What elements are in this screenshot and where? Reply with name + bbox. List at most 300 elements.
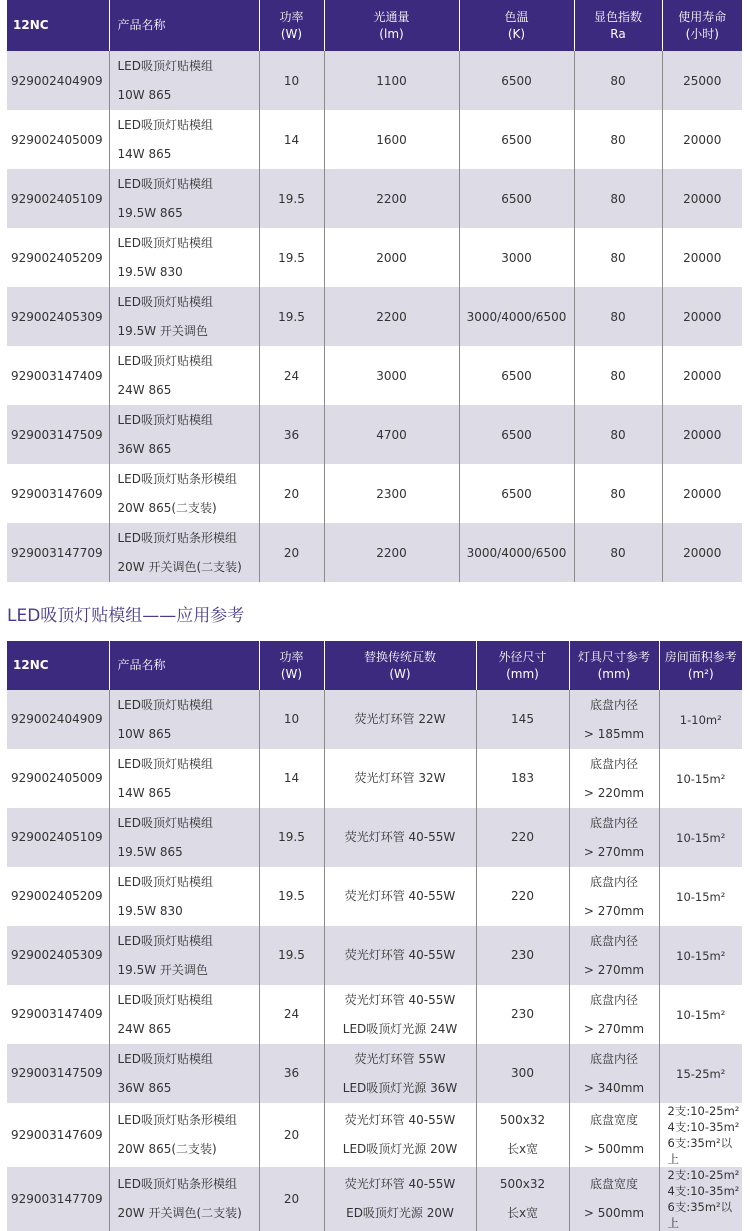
cell-text: 929003147509	[11, 1066, 103, 1080]
table-cell	[109, 346, 259, 405]
cell-text: 300	[511, 1066, 534, 1080]
cell-text: > 220mm	[583, 785, 645, 800]
table-cell	[109, 867, 259, 926]
cell-text: 底盘内径	[589, 1051, 638, 1066]
cell-text: LED吸顶灯贴模组	[117, 412, 214, 427]
header-label: 12NC	[13, 658, 49, 672]
table-cell	[324, 926, 476, 985]
cell-text: 荧光灯环管 40-55W	[344, 1177, 456, 1191]
header-label: 功率	[279, 9, 304, 24]
table-cell	[569, 690, 659, 749]
cell-text: 底盘内径	[589, 933, 638, 948]
cell-text: 500x32	[499, 1177, 546, 1191]
table-cell	[324, 346, 459, 405]
cell-text: > 340mm	[583, 1080, 645, 1095]
cell-text: 10W 865	[117, 87, 172, 102]
cell-text: 20	[283, 1127, 300, 1142]
table-row	[7, 228, 742, 287]
cell-text: 1100	[376, 73, 407, 88]
table-cell	[259, 690, 324, 749]
table-cell	[109, 523, 259, 582]
cell-text: 929002405309	[11, 309, 103, 324]
cell-text: 19.5W 830	[117, 903, 183, 918]
header-cell	[109, 641, 259, 690]
header-unit: (W)	[280, 26, 303, 41]
cell-text: > 270mm	[583, 903, 645, 918]
table-cell	[459, 346, 574, 405]
table-cell	[259, 867, 324, 926]
table-cell	[259, 287, 324, 346]
table-cell	[109, 110, 259, 169]
table-cell	[7, 808, 109, 867]
cell-text: LED吸顶灯贴模组	[117, 58, 214, 73]
table-cell	[662, 169, 742, 228]
table-row	[7, 464, 742, 523]
cell-text: 长x宽	[506, 1206, 539, 1220]
header-unit: (K)	[507, 26, 526, 41]
header-cell	[259, 641, 324, 690]
cell-text: 24	[283, 1007, 300, 1021]
table-cell	[259, 1103, 324, 1167]
cell-text: LED吸顶灯贴模组	[117, 815, 214, 830]
header-unit: (mm)	[597, 666, 631, 681]
table-row	[7, 808, 742, 867]
table-cell	[659, 1044, 742, 1103]
table-cell	[476, 867, 569, 926]
cell-text: 20000	[683, 427, 722, 442]
cell-text: 4支:10-35m²	[667, 1120, 740, 1134]
table-cell	[109, 1167, 259, 1231]
table-cell	[659, 749, 742, 808]
cell-text: LED吸顶灯贴模组	[117, 697, 214, 712]
header-cell	[574, 0, 662, 51]
table-cell	[7, 287, 109, 346]
cell-text: 20	[283, 545, 300, 560]
table-cell	[459, 169, 574, 228]
header-label: 产品名称	[117, 658, 166, 672]
table-cell	[259, 808, 324, 867]
header-unit: (lm)	[379, 26, 404, 41]
cell-text: 80	[610, 250, 626, 265]
table-cell	[574, 51, 662, 110]
table-cell	[7, 464, 109, 523]
cell-text: 20000	[683, 132, 722, 147]
cell-text: 20	[283, 1191, 300, 1206]
table-cell	[109, 749, 259, 808]
table-cell	[259, 985, 324, 1044]
cell-text: LED吸顶灯贴模组	[117, 756, 214, 771]
table-cell	[569, 1167, 659, 1231]
cell-text: 80	[610, 427, 626, 442]
table-cell	[659, 867, 742, 926]
table-row	[7, 1167, 742, 1231]
table-cell	[259, 926, 324, 985]
table-row	[7, 749, 742, 808]
cell-text: 底盘宽度	[589, 1177, 638, 1191]
cell-text: LED吸顶灯贴模组	[117, 874, 214, 889]
cell-text: 929003147709	[11, 1191, 103, 1206]
cell-text: 80	[610, 545, 626, 560]
table-cell	[659, 808, 742, 867]
table-cell	[662, 405, 742, 464]
cell-text: 10-15m²	[676, 948, 726, 963]
cell-text: 24W 865	[117, 382, 172, 397]
cell-text: 80	[610, 486, 626, 501]
table-row	[7, 405, 742, 464]
cell-text: 929002405209	[11, 889, 103, 903]
table-cell	[324, 1103, 476, 1167]
cell-text: 929003147409	[11, 368, 103, 383]
table-cell	[659, 690, 742, 749]
table-cell	[324, 1044, 476, 1103]
cell-text: 19.5W 开关调色	[117, 962, 208, 977]
table-cell	[109, 1044, 259, 1103]
table-cell	[574, 523, 662, 582]
cell-text: 20000	[683, 545, 722, 560]
table-cell	[324, 169, 459, 228]
cell-text: 10-15m²	[676, 830, 726, 845]
table-cell	[662, 51, 742, 110]
header-label: 色温	[504, 9, 529, 24]
table-cell	[662, 287, 742, 346]
table-cell	[324, 1167, 476, 1231]
cell-text: 3000/4000/6500	[466, 309, 567, 324]
cell-text: > 270mm	[583, 1021, 645, 1036]
header-unit: (mm)	[506, 666, 539, 681]
header-cell	[109, 0, 259, 51]
cell-text: 929002405009	[11, 132, 103, 147]
cell-text: 15-25m²	[676, 1066, 726, 1081]
table-row	[7, 985, 742, 1044]
table-cell	[476, 1167, 569, 1231]
cell-text: 929002405009	[11, 771, 103, 785]
cell-text: LED吸顶灯贴条形模组	[117, 471, 238, 486]
header-cell	[324, 641, 476, 690]
table-cell	[7, 1103, 109, 1167]
cell-text: 230	[511, 1007, 534, 1021]
table-cell	[476, 1103, 569, 1167]
table-cell	[7, 110, 109, 169]
cell-text: LED吸顶灯贴模组	[117, 933, 214, 948]
table-cell	[459, 523, 574, 582]
cell-text: 1-10m²	[679, 712, 722, 727]
cell-text: 929003147709	[11, 545, 103, 560]
cell-text: 2200	[376, 545, 407, 560]
cell-text: 10-15m²	[676, 1007, 726, 1022]
cell-text: 19.5W 865	[117, 844, 183, 859]
header-cell	[569, 641, 659, 690]
table-row	[7, 51, 742, 110]
header-cell	[324, 0, 459, 51]
cell-text: 24W 865	[117, 1021, 172, 1036]
cell-text: 80	[610, 368, 626, 383]
table-cell	[324, 405, 459, 464]
table-cell	[476, 985, 569, 1044]
cell-text: 36W 865	[117, 1080, 172, 1095]
cell-text: 19.5	[278, 889, 305, 903]
cell-text: 荧光灯环管 40-55W	[344, 992, 456, 1007]
table-cell	[7, 926, 109, 985]
table-cell	[662, 110, 742, 169]
table-cell	[109, 169, 259, 228]
table-cell	[476, 690, 569, 749]
cell-text: LED吸顶灯贴模组	[117, 353, 214, 368]
table-cell	[459, 464, 574, 523]
table-cell	[574, 464, 662, 523]
header-label: 显色指数	[593, 9, 642, 24]
table-cell	[574, 346, 662, 405]
cell-text: 19.5	[278, 309, 305, 324]
table-cell	[109, 690, 259, 749]
header-unit: (W)	[280, 666, 303, 681]
cell-text: LED吸顶灯贴模组	[117, 176, 214, 191]
cell-text: 14	[283, 771, 300, 785]
table-cell	[459, 110, 574, 169]
header-label: 功率	[279, 649, 304, 664]
cell-text: > 270mm	[583, 962, 645, 977]
cell-text: 19.5	[278, 948, 305, 962]
cell-text: 2000	[376, 250, 407, 265]
cell-text: 底盘内径	[589, 815, 638, 830]
spec-table	[7, 0, 742, 582]
cell-text: 19.5	[278, 830, 305, 844]
cell-text: 80	[610, 309, 626, 324]
cell-text: 2200	[376, 191, 407, 206]
table-cell	[7, 405, 109, 464]
table-cell	[109, 985, 259, 1044]
cell-text: 80	[610, 132, 626, 147]
table-cell	[7, 985, 109, 1044]
table-row	[7, 1044, 742, 1103]
table-cell	[7, 51, 109, 110]
cell-text: 10-15m²	[676, 771, 726, 786]
table-cell	[324, 228, 459, 287]
cell-text: 3000	[501, 250, 532, 265]
cell-text: 6500	[501, 73, 532, 88]
cell-text: 底盘内径	[589, 697, 638, 712]
cell-text: 荧光灯环管 32W	[354, 771, 446, 785]
cell-text: 25000	[683, 73, 722, 88]
cell-text: 929002405309	[11, 948, 103, 962]
cell-text: > 270mm	[583, 844, 645, 859]
spec-table-header	[7, 0, 742, 51]
cell-text: 20000	[683, 309, 722, 324]
table-cell	[259, 346, 324, 405]
cell-text: 6500	[501, 191, 532, 206]
cell-text: 36	[283, 427, 300, 442]
table-cell	[324, 464, 459, 523]
table-cell	[574, 169, 662, 228]
application-table-header	[7, 641, 742, 690]
cell-text: LED吸顶灯贴条形模组	[117, 1177, 238, 1191]
table-cell	[259, 523, 324, 582]
table-cell	[662, 346, 742, 405]
cell-text: LED吸顶灯贴模组	[117, 117, 214, 132]
cell-text: 6500	[501, 132, 532, 147]
cell-text: 荧光灯环管 40-55W	[344, 948, 456, 962]
table-cell	[109, 808, 259, 867]
table-cell	[259, 405, 324, 464]
table-cell	[259, 464, 324, 523]
cell-text: 19.5W 开关调色	[117, 323, 208, 338]
table-cell	[459, 287, 574, 346]
cell-text: 929003147609	[11, 1127, 103, 1142]
cell-text: 20W 开关调色(二支装)	[117, 1206, 242, 1220]
cell-text: 230	[511, 948, 534, 962]
cell-text: 10W 865	[117, 726, 172, 741]
cell-text: 10-15m²	[676, 889, 726, 904]
cell-text: 929003147409	[11, 1007, 103, 1021]
cell-text: 183	[511, 771, 534, 785]
table-cell	[659, 1103, 742, 1167]
cell-text: 20000	[683, 191, 722, 206]
table-cell	[476, 1044, 569, 1103]
cell-text: 3000	[376, 368, 407, 383]
cell-text: 929002405109	[11, 830, 103, 844]
cell-text: 19.5	[278, 191, 305, 206]
header-cell	[476, 641, 569, 690]
table-cell	[109, 287, 259, 346]
header-cell	[459, 0, 574, 51]
table-cell	[7, 867, 109, 926]
cell-text: 220	[511, 889, 534, 903]
table-cell	[324, 110, 459, 169]
header-label: 灯具尺寸参考	[577, 649, 650, 664]
cell-text: 6支:35m²以上	[667, 1200, 733, 1230]
header-unit: (小时)	[685, 26, 719, 41]
table-cell	[459, 405, 574, 464]
table-cell	[574, 110, 662, 169]
header-unit: (m²)	[687, 666, 714, 681]
cell-text: 80	[610, 73, 626, 88]
cell-text: 6500	[501, 486, 532, 501]
cell-text: 929002404909	[11, 712, 103, 726]
table-cell	[324, 690, 476, 749]
table-cell	[7, 690, 109, 749]
table-cell	[7, 346, 109, 405]
cell-text: 底盘内径	[589, 874, 638, 889]
cell-text: 底盘内径	[589, 756, 638, 771]
table-cell	[569, 926, 659, 985]
header-unit: (W)	[389, 666, 411, 681]
cell-text: > 500mm	[583, 1206, 645, 1220]
cell-text: 3000/4000/6500	[466, 545, 567, 560]
table-cell	[259, 228, 324, 287]
table-cell	[574, 228, 662, 287]
table-cell	[662, 464, 742, 523]
table-cell	[7, 169, 109, 228]
header-label: 替换传统瓦数	[363, 649, 436, 664]
table-cell	[459, 51, 574, 110]
table-cell	[476, 749, 569, 808]
table-cell	[7, 1167, 109, 1231]
table-row	[7, 690, 742, 749]
cell-text: 20W 865(二支装)	[117, 1142, 217, 1156]
table-cell	[109, 51, 259, 110]
cell-text: 20W 865(二支装)	[117, 500, 217, 515]
cell-text: 荧光灯环管 55W	[354, 1051, 446, 1066]
cell-text: 20W 开关调色(二支装)	[117, 559, 242, 574]
cell-text: 6500	[501, 427, 532, 442]
header-cell	[662, 0, 742, 51]
header-cell	[659, 641, 742, 690]
table-cell	[569, 808, 659, 867]
cell-text: > 500mm	[583, 1142, 645, 1156]
table-cell	[324, 985, 476, 1044]
table-cell	[569, 1044, 659, 1103]
table-cell	[109, 405, 259, 464]
cell-text: 长x宽	[506, 1142, 539, 1156]
table-cell	[569, 867, 659, 926]
header-label: 产品名称	[117, 18, 166, 32]
table-cell	[7, 228, 109, 287]
table-cell	[659, 926, 742, 985]
cell-text: 20000	[683, 368, 722, 383]
cell-text: 19.5W 830	[117, 264, 183, 279]
table-cell	[324, 51, 459, 110]
table-cell	[659, 985, 742, 1044]
cell-text: LED吸顶灯光源 36W	[342, 1080, 458, 1095]
cell-text: LED吸顶灯贴模组	[117, 294, 214, 309]
cell-text: 10	[283, 712, 300, 726]
table-cell	[324, 523, 459, 582]
header-label: 光通量	[373, 9, 410, 24]
cell-text: LED吸顶灯贴模组	[117, 992, 214, 1007]
table-cell	[259, 169, 324, 228]
table-cell	[569, 985, 659, 1044]
cell-text: 24	[283, 368, 300, 383]
header-cell	[259, 0, 324, 51]
cell-text: 2200	[376, 309, 407, 324]
cell-text: LED吸顶灯贴条形模组	[117, 530, 238, 545]
cell-text: 4700	[376, 427, 407, 442]
cell-text: 929002404909	[11, 73, 103, 88]
cell-text: 底盘宽度	[589, 1113, 638, 1127]
cell-text: 220	[511, 830, 534, 844]
table-cell	[7, 749, 109, 808]
table-cell	[476, 926, 569, 985]
cell-text: 929003147609	[11, 486, 103, 501]
table-row	[7, 926, 742, 985]
table-cell	[569, 1103, 659, 1167]
cell-text: 145	[511, 712, 534, 726]
cell-text: 4支:10-35m²	[667, 1184, 740, 1198]
header-label: 使用寿命	[678, 9, 727, 24]
table-cell	[324, 287, 459, 346]
table-row	[7, 287, 742, 346]
cell-text: LED吸顶灯贴条形模组	[117, 1113, 238, 1127]
cell-text: 荧光灯环管 22W	[354, 712, 446, 726]
cell-text: 14	[283, 132, 300, 147]
table-cell	[662, 523, 742, 582]
cell-text: 2支:10-25m²	[667, 1104, 740, 1118]
table-cell	[574, 405, 662, 464]
table-cell	[109, 926, 259, 985]
cell-text: 底盘内径	[589, 992, 638, 1007]
cell-text: LED吸顶灯光源 24W	[342, 1021, 458, 1036]
table-row	[7, 1103, 742, 1167]
cell-text: 10	[283, 73, 300, 88]
section-title: LED吸顶灯贴模组——应用参考	[7, 606, 245, 626]
cell-text: 929002405209	[11, 250, 103, 265]
cell-text: 36	[283, 1066, 300, 1080]
table-cell	[7, 523, 109, 582]
cell-text: LED吸顶灯贴模组	[117, 1051, 214, 1066]
table-cell	[259, 110, 324, 169]
table-cell	[109, 1103, 259, 1167]
cell-text: > 185mm	[583, 726, 645, 741]
cell-text: 荧光灯环管 40-55W	[344, 889, 456, 903]
